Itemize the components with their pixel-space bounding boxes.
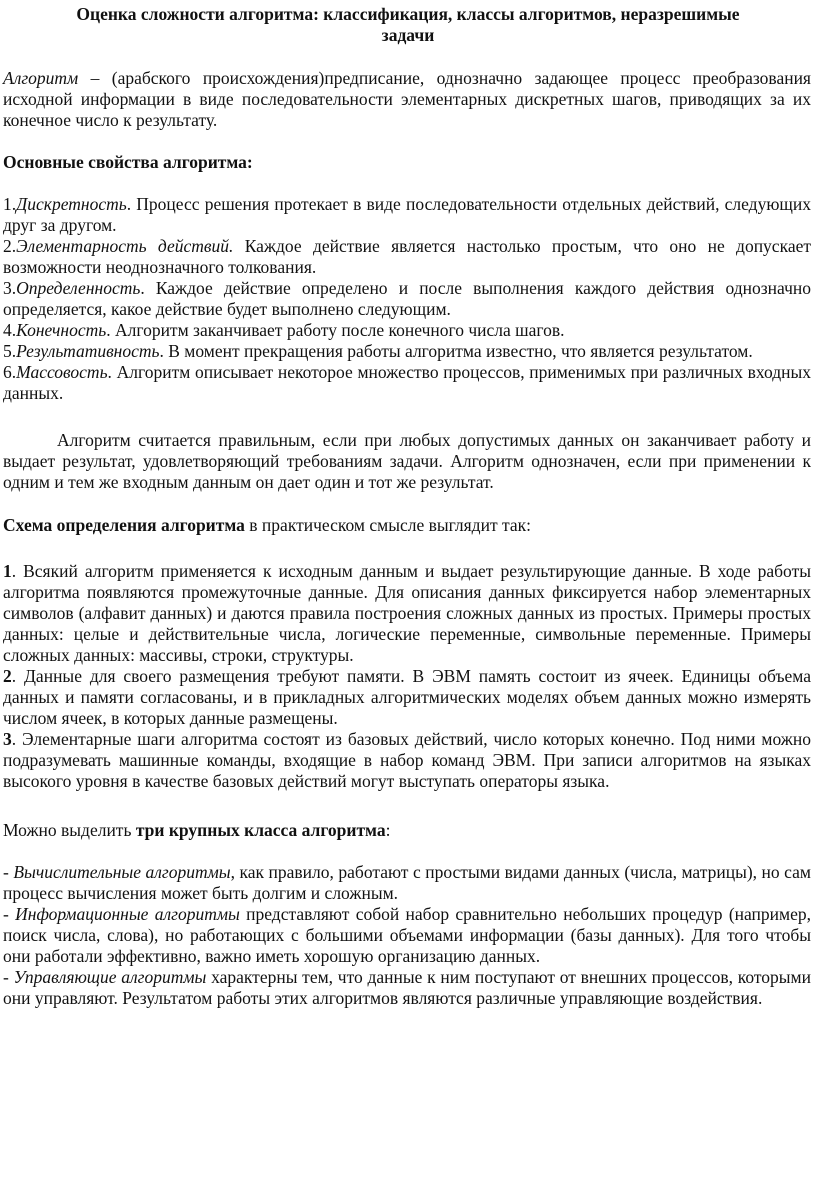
property-name: Определенность xyxy=(16,278,141,298)
property-name: Массовость xyxy=(16,362,108,382)
property-text: . Алгоритм заканчивает работу после конечного числа шагов. xyxy=(106,320,565,340)
classes-intro xyxy=(3,820,811,841)
scheme-heading-bold: Схема определения алгоритма xyxy=(3,515,245,535)
property-item xyxy=(3,320,811,341)
title-line-1: Оценка сложности алгоритма: классификация, классы алгоритмов, неразрешимые xyxy=(76,4,740,24)
definition-term: Алгоритм xyxy=(3,68,79,88)
classes-intro-text: Можно выделить xyxy=(3,820,136,840)
page-title xyxy=(0,4,816,46)
scheme-item xyxy=(3,729,811,792)
property-name: Дискретность xyxy=(16,194,127,214)
property-number: 1. xyxy=(3,194,17,214)
scheme-item xyxy=(3,666,811,729)
correctness-paragraph: Алгоритм считается правильным, если при любых допустимых данных он заканчивает работу и выдает результат, удовлетворяющий требованиям задачи. Алгоритм однозначен, если при применении к одним и тем же входным данным он дает один и тот же результат. xyxy=(3,430,811,492)
property-name: Элементарность действий. xyxy=(16,236,234,256)
property-item xyxy=(3,236,811,278)
scheme-item-number: 2 xyxy=(3,666,12,686)
scheme-item-text: . Данные для своего размещения требуют памяти. В ЭВМ память состоит из ячеек. Единицы объема данных и памяти согласованы, и в прикладных алгоритмических моделях объем данных можно измерять числом ячеек, в которых данные размещены. xyxy=(3,666,811,728)
property-text: . Алгоритм описывает некоторое множество процессов, применимых при различных входных данных. xyxy=(3,362,811,403)
property-number: 2. xyxy=(3,236,17,256)
scheme-heading-rest: в практическом смысле выглядит так: xyxy=(244,515,531,535)
scheme-item-text: . Элементарные шаги алгоритма состоят из базовых действий, число которых конечно. Под ними можно подразумевать машинные команды, входящие в набор команд ЭВМ. При записи алгоритмов на языках высокого уровня в качестве базовых действий могут выступать операторы языка. xyxy=(3,729,811,791)
scheme-heading xyxy=(3,515,811,536)
class-item xyxy=(3,904,811,967)
properties-heading: Основные свойства алгоритма: xyxy=(3,152,253,172)
class-dash: - xyxy=(3,967,14,987)
classes-list xyxy=(3,862,811,1009)
scheme-item-text: . Всякий алгоритм применяется к исходным данным и выдает результирующие данные. В ходе работы алгоритма появляются промежуточные данные. Для описания данных фиксируется набор элементарных символов (алфавит данных) и даются правила построения сложных данных из простых. Примеры простых данных: целые и действительные числа, логические переменные, символьные переменные. Примеры сложных данных: массивы, строки, структуры. xyxy=(3,561,811,665)
property-item xyxy=(3,362,811,404)
class-text: характерны тем, что данные к ним поступают от внешних процессов, которыми они управляют. Результатом работы этих алгоритмов являются различные управляющие воздействия. xyxy=(3,967,811,1008)
classes-intro-bold: три крупных класса алгоритма xyxy=(135,820,386,840)
definition-paragraph xyxy=(3,68,811,131)
class-item xyxy=(3,967,811,1009)
definition-text: – (арабского происхождения)предписание, однозначно задающее процесс преобразования исходной информации в виде последовательности элементарных дискретных шагов, приводящих за их конечное число к результату. xyxy=(3,68,811,130)
property-item xyxy=(3,278,811,320)
scheme-item xyxy=(3,561,811,666)
property-number: 5. xyxy=(3,341,17,361)
property-item xyxy=(3,194,811,236)
class-name: Информационные алгоритмы xyxy=(15,904,240,924)
class-name: Вычислительные алгоритмы xyxy=(13,862,231,882)
property-text: . Каждое действие определено и после выполнения каждого действия однозначно определяется, какое действие будет выполнено следующим. xyxy=(3,278,811,319)
property-item xyxy=(3,341,811,362)
property-text: Каждое действие является настолько простым, что оно не допускает возможности неоднозначного толкования. xyxy=(3,236,811,277)
property-number: 6. xyxy=(3,362,17,382)
property-number: 4. xyxy=(3,320,17,340)
property-number: 3. xyxy=(3,278,17,298)
class-text: , как правило, работают с простыми видами данных (числа, матрицы), но сам процесс вычисления может быть долгим и сложным. xyxy=(3,862,811,903)
classes-intro-end: : xyxy=(385,820,391,840)
property-name: Результативность xyxy=(16,341,160,361)
class-text: представляют собой набор сравнительно небольших процедур (например, поиск числа, слова), но работающих с большими объемами информации (базы данных). Для того чтобы они работали эффективно, важно иметь хорошую организацию данных. xyxy=(3,904,812,966)
scheme-item-number: 1 xyxy=(3,561,12,581)
scheme-list xyxy=(3,561,811,792)
properties-list xyxy=(3,194,811,404)
class-name: Управляющие алгоритмы xyxy=(13,967,207,987)
scheme-item-number: 3 xyxy=(3,729,12,749)
class-item xyxy=(3,862,811,904)
class-dash: - xyxy=(3,862,14,882)
property-text: . В момент прекращения работы алгоритма известно, что является результатом. xyxy=(159,341,753,361)
property-text: . Процесс решения протекает в виде последовательности отдельных действий, следующих друг за другом. xyxy=(3,194,811,235)
title-line-2: задачи xyxy=(381,25,435,45)
property-name: Конечность xyxy=(16,320,107,340)
class-dash: - xyxy=(3,904,16,924)
